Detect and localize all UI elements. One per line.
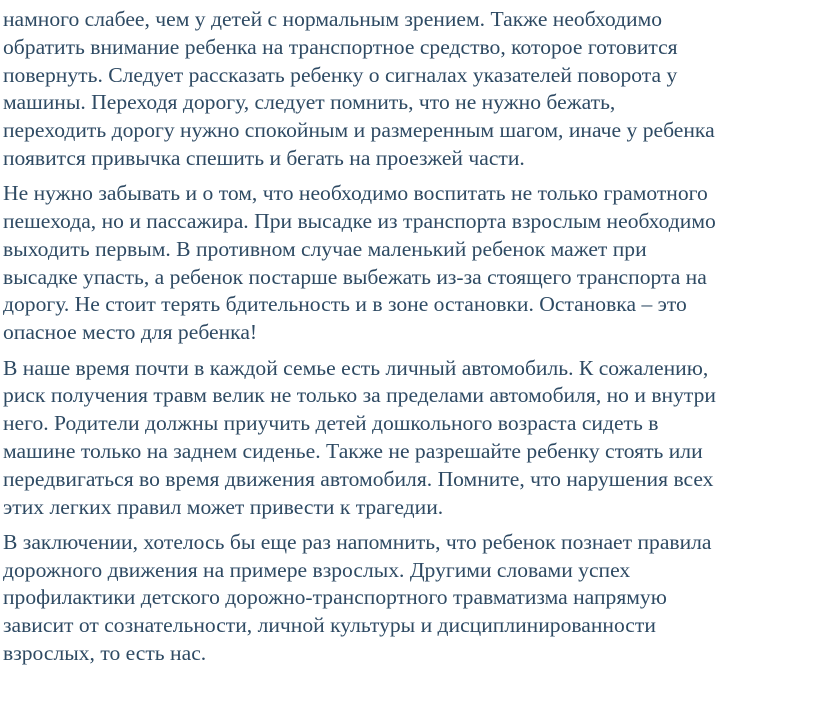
text-line: передвигаться во время движения автомобиля. Помните, что нарушения всех: [3, 466, 714, 491]
text-line: риск получения травм велик не только за пределами автомобиля, но и внутри: [3, 383, 716, 408]
paragraph-1: [3, 6, 815, 173]
text-line: высадке упасть, а ребенок постарше выбежать из-за стоящего транспорта на: [3, 264, 707, 289]
text-line: переходить дорогу нужно спокойным и размеренным шагом, иначе у ребенка: [3, 118, 715, 143]
text-line: опасное место для ребенка!: [3, 320, 258, 345]
text-line: пешехода, но и пассажира. При высадке из транспорта взрослым необходимо: [3, 209, 716, 234]
text-line: дорожного движения на примере взрослых. Другими словами успех: [3, 557, 631, 582]
text-line: В наше время почти в каждой семье есть личный автомобиль. К сожалению,: [3, 355, 709, 380]
text-line: Не нужно забывать и о том, что необходимо воспитать не только грамотного: [3, 181, 708, 206]
text-line: появится привычка спешить и бегать на проезжей части.: [3, 145, 525, 170]
text-line: повернуть. Следует рассказать ребенку о сигналах указателей поворота у: [3, 62, 678, 87]
text-line: взрослых, то есть нас.: [3, 641, 207, 666]
text-line: обратить внимание ребенка на транспортное средство, которое готовится: [3, 34, 678, 59]
text-line: В заключении, хотелось бы еще раз напомнить, что ребенок познает правила: [3, 529, 712, 554]
text-line: дорогу. Не стоит терять бдительность и в зоне остановки. Остановка – это: [3, 292, 687, 317]
text-line: этих легких правил может привести к трагедии.: [3, 494, 444, 519]
paragraph-2: [3, 180, 815, 347]
text-line: намного слабее, чем у детей с нормальным зрением. Также необходимо: [3, 7, 663, 31]
paragraph-3: [3, 355, 815, 522]
text-line: машины. Переходя дорогу, следует помнить, что не нужно бежать,: [3, 90, 616, 115]
text-line: выходить первым. В противном случае маленький ребенок мажет при: [3, 236, 647, 261]
text-line: него. Родители должны приучить детей дошкольного возраста сидеть в: [3, 411, 659, 436]
document-page: [3, 6, 815, 675]
paragraph-4: [3, 529, 815, 668]
text-line: машине только на заднем сиденье. Также не разрешайте ребенку стоять или: [3, 438, 703, 463]
text-line: зависит от сознательности, личной культуры и дисциплинированности: [3, 613, 656, 638]
text-line: профилактики детского дорожно-транспортного травматизма напрямую: [3, 585, 667, 610]
